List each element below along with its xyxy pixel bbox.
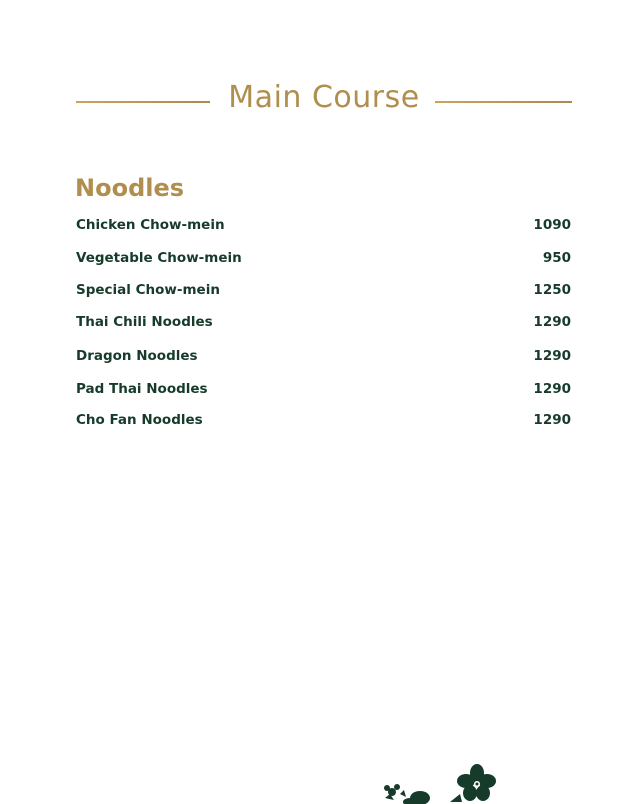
menu-item-name: Chicken Chow-mein	[76, 217, 225, 233]
menu-item-name: Pad Thai Noodles	[76, 381, 208, 397]
menu-item	[76, 378, 571, 400]
menu-item-price: 1250	[533, 282, 571, 298]
menu-item	[76, 247, 571, 269]
menu-item-price: 1290	[533, 412, 571, 428]
menu-item-price: 1290	[533, 348, 571, 364]
menu-item	[76, 345, 571, 367]
menu-item	[76, 214, 571, 236]
menu-item	[76, 279, 571, 301]
menu-item-name: Thai Chili Noodles	[76, 314, 213, 330]
page-title: Main Course	[228, 80, 420, 115]
menu-item	[76, 409, 571, 431]
page-header	[76, 76, 572, 120]
menu-item-name: Special Chow-mein	[76, 282, 220, 298]
menu-item-price: 1290	[533, 381, 571, 397]
menu-item	[76, 311, 571, 333]
menu-item-price: 1290	[533, 314, 571, 330]
menu-item-name: Dragon Noodles	[76, 348, 198, 364]
menu-item-name: Cho Fan Noodles	[76, 412, 203, 428]
hibiscus-flower-icon	[380, 764, 510, 804]
header-rule-right	[435, 101, 572, 103]
menu-item-price: 950	[542, 250, 571, 266]
menu-item-name: Vegetable Chow-mein	[76, 250, 242, 266]
section-title: Noodles	[75, 174, 185, 202]
menu-item-price: 1090	[533, 217, 571, 233]
